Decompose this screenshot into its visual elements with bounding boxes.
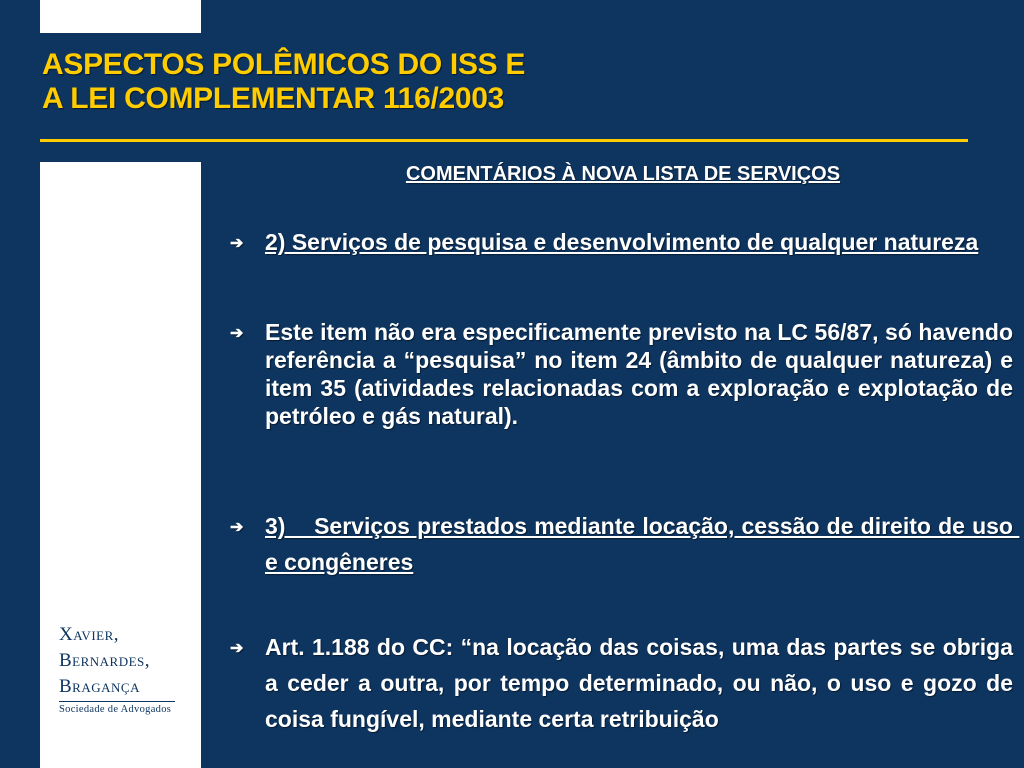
title-line-2: A LEI COMPLEMENTAR 116/2003 xyxy=(42,82,505,115)
bullet-text: 3) Serviços prestados mediante locação, cessão de direito de uso e congêneres xyxy=(265,513,1020,575)
logo-line-1: Xavier, xyxy=(59,624,120,645)
bullet-text: 2) Serviços de pesquisa e desenvolvimento de qualquer natureza xyxy=(265,229,979,255)
right-arrow-icon: ➔ xyxy=(230,640,244,657)
bullet-text: Este item não era especificamente previsto na LC 56/87, só havendo referência a “pesquisa” no item 24 (âmbito de qualquer natureza) e item 35 (atividades relacionadas com a exploração e explotação de petróleo e gás natural). xyxy=(265,319,1013,429)
logo-tagline: Sociedade de Advogados xyxy=(59,704,172,715)
title-divider xyxy=(40,139,968,142)
top-white-box xyxy=(40,0,201,33)
bullet-item xyxy=(230,318,1013,430)
logo-line-2: Bernardes, xyxy=(59,650,151,671)
title-line-1: ASPECTOS POLÊMICOS DO ISS E xyxy=(42,48,526,81)
bullet-item xyxy=(230,508,1020,580)
bullet-item xyxy=(230,224,1013,260)
logo-line-3: Bragança xyxy=(59,676,140,697)
firm-logo xyxy=(59,622,189,715)
slide-title xyxy=(42,48,525,116)
right-arrow-icon: ➔ xyxy=(230,519,244,536)
slide-subtitle: COMENTÁRIOS À NOVA LISTA DE SERVIÇOS xyxy=(405,163,841,185)
logo-divider xyxy=(59,701,175,702)
bullet-text: Art. 1.188 do CC: “na locação das coisas, uma das partes se obriga a ceder a outra, por tempo determinado, ou não, o uso e gozo de coisa fungível, mediante certa retribuição xyxy=(265,634,1013,732)
right-arrow-icon: ➔ xyxy=(230,235,244,252)
logo-panel xyxy=(40,162,201,768)
right-arrow-icon: ➔ xyxy=(230,325,244,342)
bullet-item xyxy=(230,629,1013,737)
